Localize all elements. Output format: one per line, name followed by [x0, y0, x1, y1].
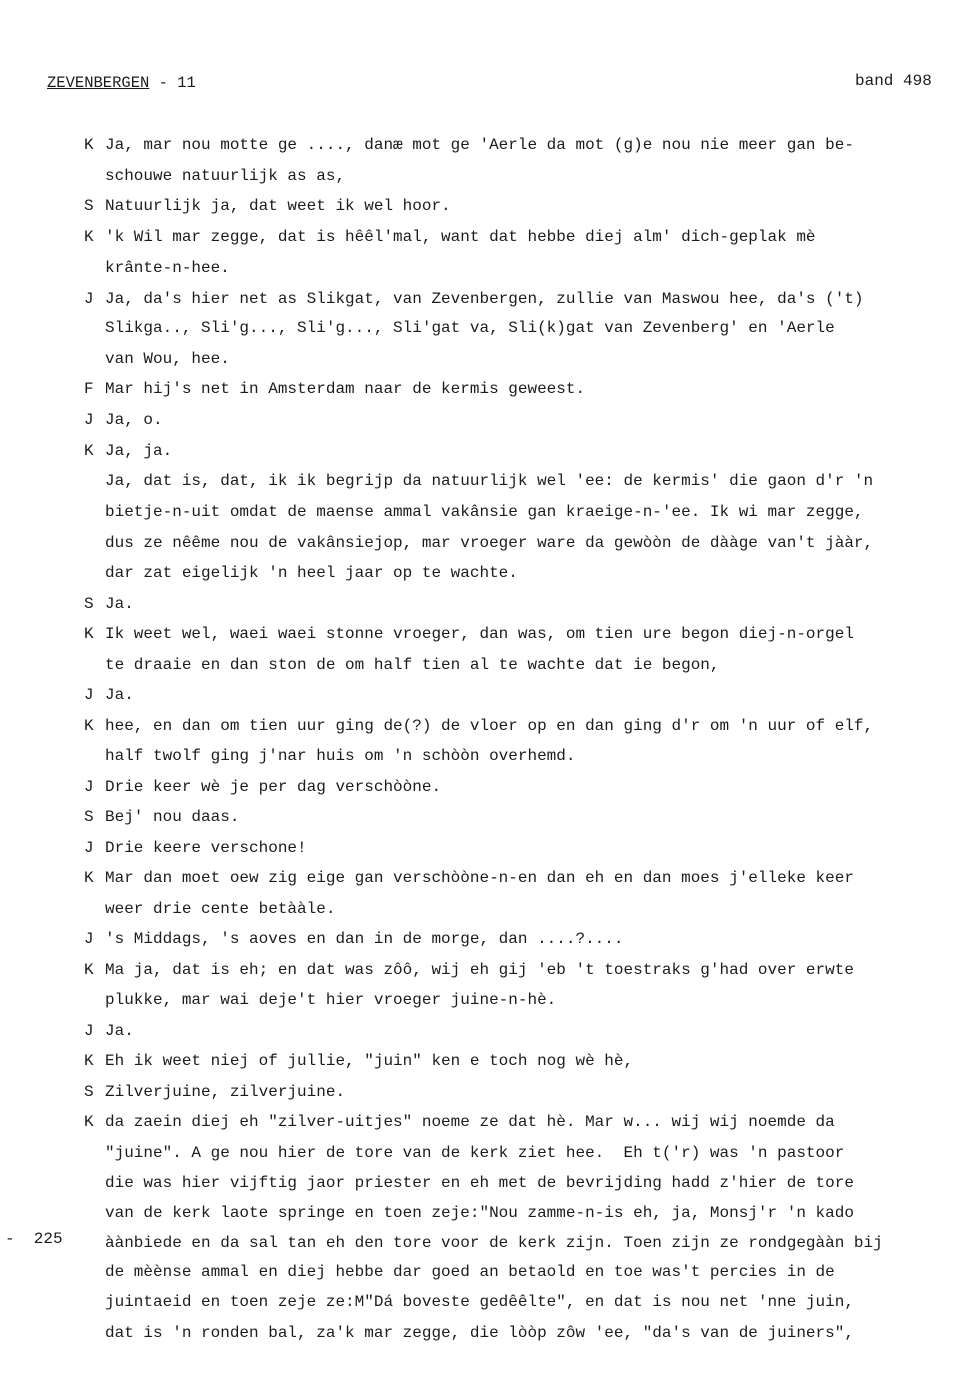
- utterance-text: van de kerk laote springe en toen zeje:"Nou zamme-n-is eh, ja, Monsj'r 'n kado: [105, 1204, 854, 1222]
- utterance-text: Eh ik weet niej of jullie, "juin" ken e toch nog wè hè,: [105, 1052, 634, 1070]
- transcript-line: [84, 1021, 134, 1041]
- speaker-label: J: [84, 686, 94, 704]
- transcript-line: [84, 258, 230, 278]
- utterance-text: Ma ja, dat is eh; en dat was zôô, wij eh gij 'eb 't toestraks g'had over erwte: [105, 961, 854, 979]
- utterance-text: Ja, o.: [105, 411, 163, 429]
- speaker-label: K: [84, 1113, 94, 1131]
- transcript-line: [84, 960, 854, 980]
- utterance-text: Zilverjuine, zilverjuine.: [105, 1083, 346, 1101]
- transcript-line: [84, 990, 556, 1010]
- speaker-label: J: [84, 778, 94, 796]
- page-number: - 11: [149, 74, 196, 92]
- speaker-label: K: [84, 136, 94, 154]
- transcript-line: [84, 166, 345, 186]
- transcript-line: [84, 1173, 854, 1193]
- speaker-label: S: [84, 595, 94, 613]
- transcript-line: [84, 1203, 854, 1223]
- transcript-line: [84, 318, 835, 338]
- speaker-label: K: [84, 1052, 94, 1070]
- speaker-label: S: [84, 1083, 94, 1101]
- utterance-text: dus ze nêême nou de vakânsiejop, mar vroeger ware da gewòòn de dààge van't jààr,: [105, 534, 874, 552]
- speaker-label: S: [84, 197, 94, 215]
- speaker-label: J: [84, 290, 94, 308]
- transcript-line: [84, 502, 864, 522]
- utterance-text: de mèènse ammal en diej hebbe dar goed an betaold en toe was't percies in de: [105, 1263, 835, 1281]
- speaker-label: K: [84, 961, 94, 979]
- utterance-text: Drie keer wè je per dag verschòòne.: [105, 778, 442, 796]
- transcript-line: [84, 379, 585, 399]
- utterance-text: Slikga.., Sli'g..., Sli'g..., Sli'gat va, Sli(k)gat van Zevenberg' en 'Aerle: [105, 319, 835, 337]
- transcript-line: [84, 746, 575, 766]
- utterance-text: weer drie cente betààle.: [105, 900, 336, 918]
- utterance-text: Mar dan moet oew zig eige gan verschòòne-n-en dan eh en dan moes j'elleke keer: [105, 869, 854, 887]
- utterance-text: schouwe natuurlijk as as,: [105, 167, 346, 185]
- margin-counter: - 225: [5, 1230, 63, 1248]
- utterance-text: àànbiede en da sal tan eh den tore voor de kerk zijn. Toen zijn ze rondgegààn bij: [105, 1234, 883, 1252]
- transcript-line: [84, 838, 307, 858]
- transcript-line: [84, 868, 854, 888]
- place-name: ZEVENBERGEN: [47, 74, 150, 92]
- utterance-text: juintaeid en toen zeje ze:M"Dá boveste gedêêlte", en dat is nou net 'nne juin,: [105, 1293, 854, 1311]
- transcript-line: [84, 655, 720, 675]
- speaker-label: J: [84, 411, 94, 429]
- utterance-text: Bej' nou daas.: [105, 808, 240, 826]
- utterance-text: Ja, dat is, dat, ik ik begrijp da natuurlijk wel 'ee: de kermis' die gaon d'r 'n: [105, 472, 874, 490]
- transcript-line: [84, 899, 335, 919]
- utterance-text: Ik weet wel, waei waei stonne vroeger, dan was, om tien ure begon diej-n-orgel: [105, 625, 854, 643]
- transcript-line: [84, 777, 441, 797]
- utterance-text: van Wou, hee.: [105, 350, 230, 368]
- utterance-text: Ja.: [105, 1022, 134, 1040]
- utterance-text: die was hier vijftig jaor priester en eh met de bevrijding hadd z'hier de tore: [105, 1174, 854, 1192]
- transcript-line: [84, 135, 854, 155]
- speaker-label: J: [84, 839, 94, 857]
- transcript-line: [84, 1082, 345, 1102]
- transcript-line: [84, 1292, 854, 1312]
- utterance-text: 's Middags, 's aoves en dan in de morge, dan ....?....: [105, 930, 624, 948]
- speaker-label: K: [84, 442, 94, 460]
- transcript-line: [84, 471, 873, 491]
- page-header-title: [47, 74, 196, 92]
- transcript-line: [84, 929, 623, 949]
- transcript-line: [84, 533, 873, 553]
- transcript-line: [84, 349, 230, 369]
- utterance-text: Mar hij's net in Amsterdam naar de kermis geweest.: [105, 380, 586, 398]
- band-number: band 498: [855, 72, 932, 90]
- transcript-line: [84, 196, 451, 216]
- utterance-text: da zaein diej eh "zilver-uitjes" noeme ze dat hè. Mar w... wij wij noemde da: [105, 1113, 835, 1131]
- utterance-text: dar zat eigelijk 'n heel jaar op te wachte.: [105, 564, 518, 582]
- utterance-text: te draaie en dan ston de om half tien al te wachte dat ie begon,: [105, 656, 720, 674]
- speaker-label: K: [84, 869, 94, 887]
- transcript-line: [84, 1051, 633, 1071]
- utterance-text: Ja.: [105, 595, 134, 613]
- transcript-line: [84, 563, 518, 583]
- speaker-label: F: [84, 380, 94, 398]
- speaker-label: K: [84, 717, 94, 735]
- transcript-line: [84, 227, 816, 247]
- transcript-line: [84, 1323, 854, 1343]
- transcript-line: [84, 807, 239, 827]
- speaker-label: J: [84, 930, 94, 948]
- transcript-line: [84, 624, 854, 644]
- speaker-label: S: [84, 808, 94, 826]
- utterance-text: krânte-n-hee.: [105, 259, 230, 277]
- utterance-text: hee, en dan om tien uur ging de(?) de vloer op en dan ging d'r om 'n uur of elf,: [105, 717, 874, 735]
- transcript-line: [84, 441, 172, 461]
- utterance-text: Ja, mar nou motte ge ...., danæ mot ge 'Aerle da mot (g)e nou nie meer gan be-: [105, 136, 854, 154]
- transcript-line: [84, 594, 134, 614]
- transcript-line: [84, 716, 873, 736]
- utterance-text: dat is 'n ronden bal, za'k mar zegge, die lòòp zôw 'ee, "da's van de juiners",: [105, 1324, 854, 1342]
- transcript-line: [84, 685, 134, 705]
- utterance-text: Natuurlijk ja, dat weet ik wel hoor.: [105, 197, 451, 215]
- utterance-text: Ja, da's hier net as Slikgat, van Zevenbergen, zullie van Maswou hee, da's ('t): [105, 290, 864, 308]
- transcript-line: [84, 410, 163, 430]
- transcript-line: [84, 1233, 883, 1253]
- utterance-text: half twolf ging j'nar huis om 'n schòòn overhemd.: [105, 747, 576, 765]
- utterance-text: "juine". A ge nou hier de tore van de kerk ziet hee. Eh t('r) was 'n pastoor: [105, 1144, 845, 1162]
- speaker-label: K: [84, 625, 94, 643]
- utterance-text: 'k Wil mar zegge, dat is hêêl'mal, want dat hebbe diej alm' dich-geplak mè: [105, 228, 816, 246]
- transcript-line: [84, 1143, 844, 1163]
- transcript-line: [84, 1262, 835, 1282]
- utterance-text: Drie keere verschone!: [105, 839, 307, 857]
- utterance-text: Ja.: [105, 686, 134, 704]
- speaker-label: K: [84, 228, 94, 246]
- utterance-text: Ja, ja.: [105, 442, 173, 460]
- transcript-line: [84, 289, 864, 309]
- transcript-line: [84, 1112, 835, 1132]
- utterance-text: plukke, mar wai deje't hier vroeger juine-n-hè.: [105, 991, 557, 1009]
- speaker-label: J: [84, 1022, 94, 1040]
- utterance-text: bietje-n-uit omdat de maense ammal vakânsie gan kraeige-n-'ee. Ik wi mar zegge,: [105, 503, 864, 521]
